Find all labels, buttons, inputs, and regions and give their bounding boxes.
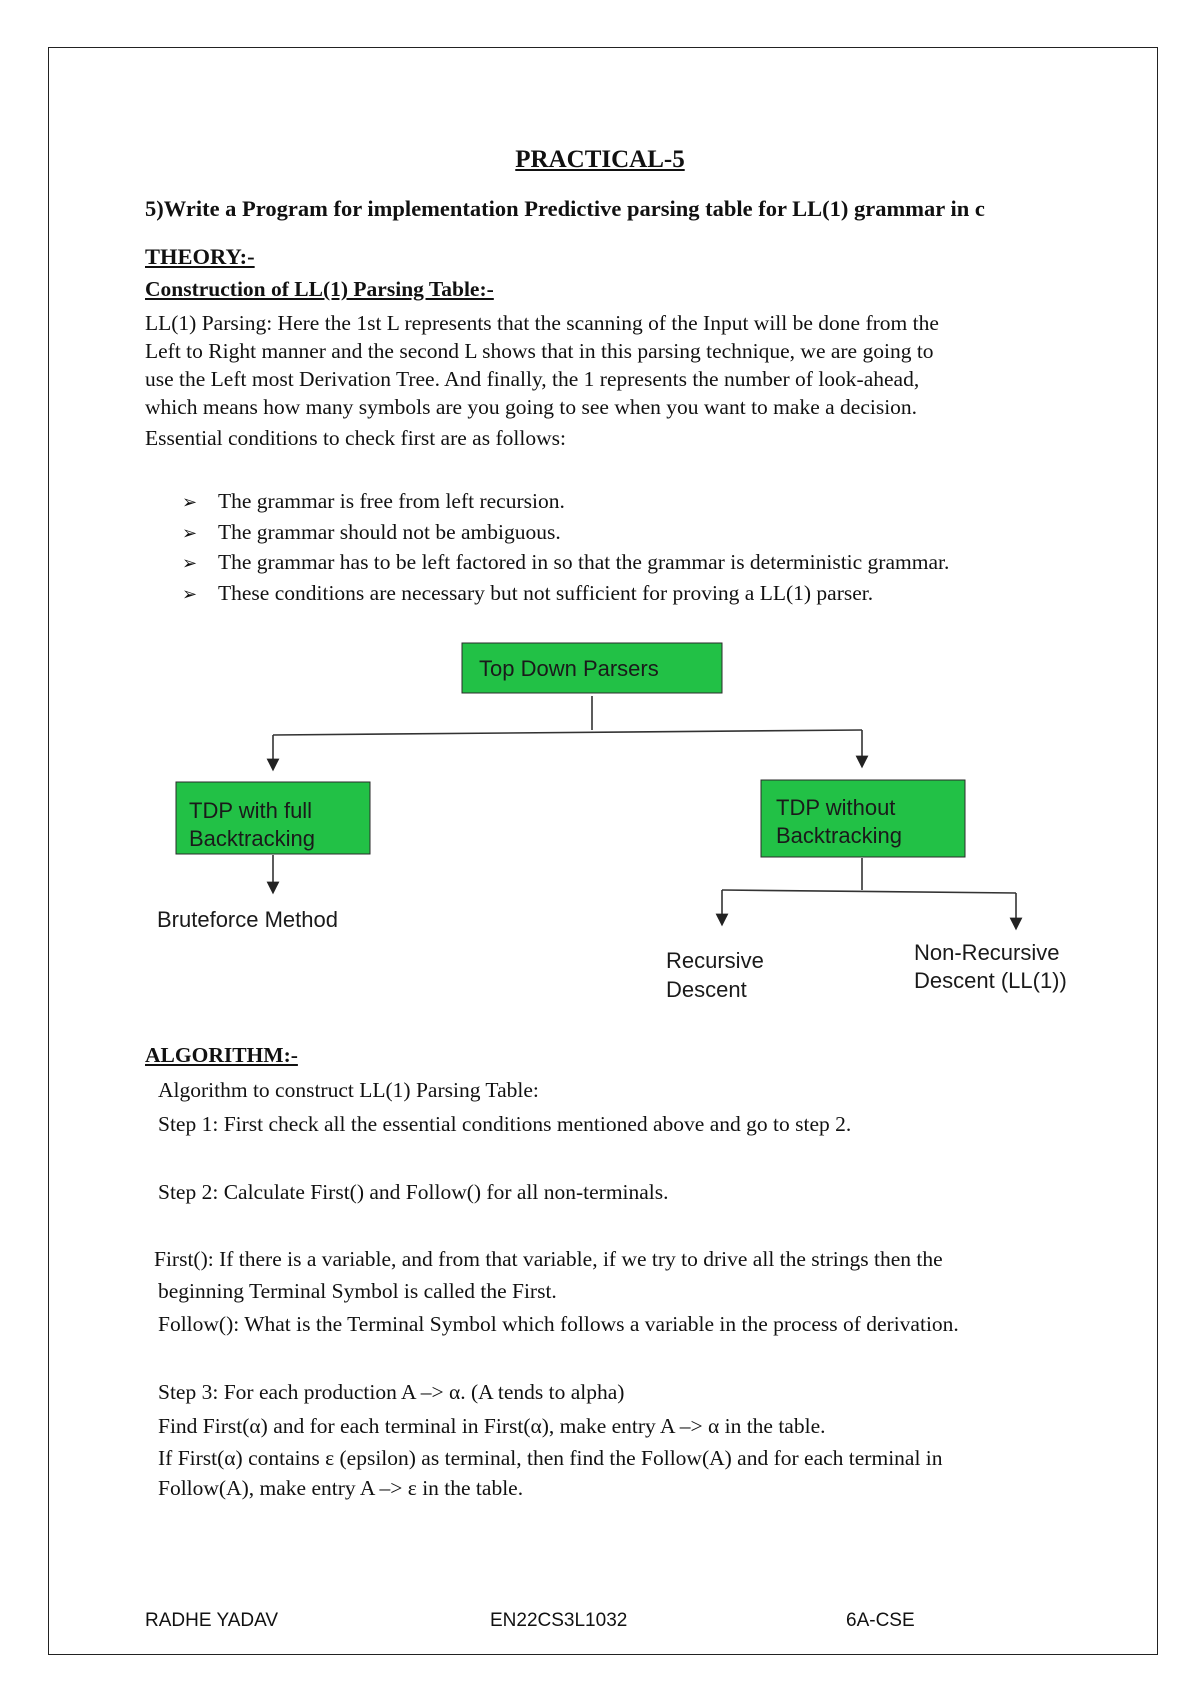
left-box-label: TDP with full — [189, 798, 313, 823]
footer-class: 6A-CSE — [846, 1610, 915, 1631]
algorithm-step-3: Step 3: For each production A –> α. (A tends to alpha) — [158, 1380, 625, 1404]
footer-enrollment: EN22CS3L1032 — [490, 1610, 628, 1631]
arrow-bullet-icon: ➢ — [182, 583, 198, 605]
arrow-bullet-icon: ➢ — [182, 553, 198, 574]
list-item: ➢ These conditions are necessary but not sufficient for proving a LL(1) parser. — [182, 579, 949, 610]
arrow-bullet-icon: ➢ — [182, 522, 198, 544]
question-text: 5)Write a Program for implementation Predictive parsing table for LL(1) grammar in c — [145, 196, 985, 221]
connector-line — [722, 890, 1016, 893]
paragraph-line: Left to Right manner and the second L shows that in this parsing technique, we are going to — [145, 339, 934, 363]
paragraph-line: use the Left most Derivation Tree. And finally, the 1 represents the number of look-ahead, — [145, 367, 920, 391]
paragraph-line: LL(1) Parsing: Here the 1st L represents that the scanning of the Input will be done from the — [145, 311, 939, 335]
paragraph-line: which means how many symbols are you going to see when you want to make a decision. — [145, 395, 918, 419]
root-box-label: Top Down Parsers — [479, 656, 659, 681]
essential-conditions-text: Essential conditions to check first are as follows: — [145, 426, 566, 450]
right-box-label: TDP without — [776, 795, 896, 820]
non-recursive-leaf: Non-Recursive — [914, 940, 1060, 965]
algorithm-heading: ALGORITHM:- — [145, 1043, 298, 1067]
recursive-leaf: Recursive — [666, 948, 764, 973]
page-title: PRACTICAL-5 — [515, 146, 685, 173]
follow-definition: Follow(): What is the Terminal Symbol which follows a variable in the process of derivation. — [158, 1312, 959, 1336]
list-item: ➢ The grammar is free from left recursion. — [182, 487, 949, 518]
connector-line — [273, 730, 862, 735]
construction-subheading: Construction of LL(1) Parsing Table:- — [145, 277, 494, 301]
left-box-label: Backtracking — [189, 826, 315, 851]
arrow-bullet-icon: ➢ — [182, 492, 198, 513]
theory-heading: THEORY:- — [145, 244, 255, 269]
algorithm-body — [154, 1073, 959, 1503]
first-definition-cont: beginning Terminal Symbol is called the First. — [158, 1279, 557, 1303]
algorithm-step-2: Step 2: Calculate First() and Follow() for all non-terminals. — [158, 1180, 669, 1204]
algorithm-if: If First(α) contains ε (epsilon) as terminal, then find the Follow(A) and for each terminal in — [158, 1446, 943, 1470]
right-box-label: Backtracking — [776, 823, 902, 848]
algorithm-find: Find First(α) and for each terminal in First(α), make entry A –> α in the table. — [158, 1414, 826, 1438]
list-item: ➢ The grammar should not be ambiguous. — [182, 518, 949, 549]
algorithm-step-1: Step 1: First check all the essential conditions mentioned above and go to step 2. — [158, 1112, 852, 1136]
footer-name: RADHE YADAV — [145, 1610, 279, 1631]
list-item: ➢ The grammar has to be left factored in so that the grammar is deterministic grammar. — [182, 548, 949, 579]
bruteforce-leaf: Bruteforce Method — [157, 907, 338, 932]
algorithm-if-cont: Follow(A), make entry A –> ε in the table. — [158, 1476, 524, 1500]
non-recursive-leaf: Descent (LL(1)) — [914, 968, 1067, 993]
algorithm-intro: Algorithm to construct LL(1) Parsing Table: — [158, 1078, 539, 1102]
first-definition: First(): If there is a variable, and from that variable, if we try to drive all the strings then the — [154, 1247, 943, 1271]
recursive-leaf: Descent — [666, 977, 747, 1002]
